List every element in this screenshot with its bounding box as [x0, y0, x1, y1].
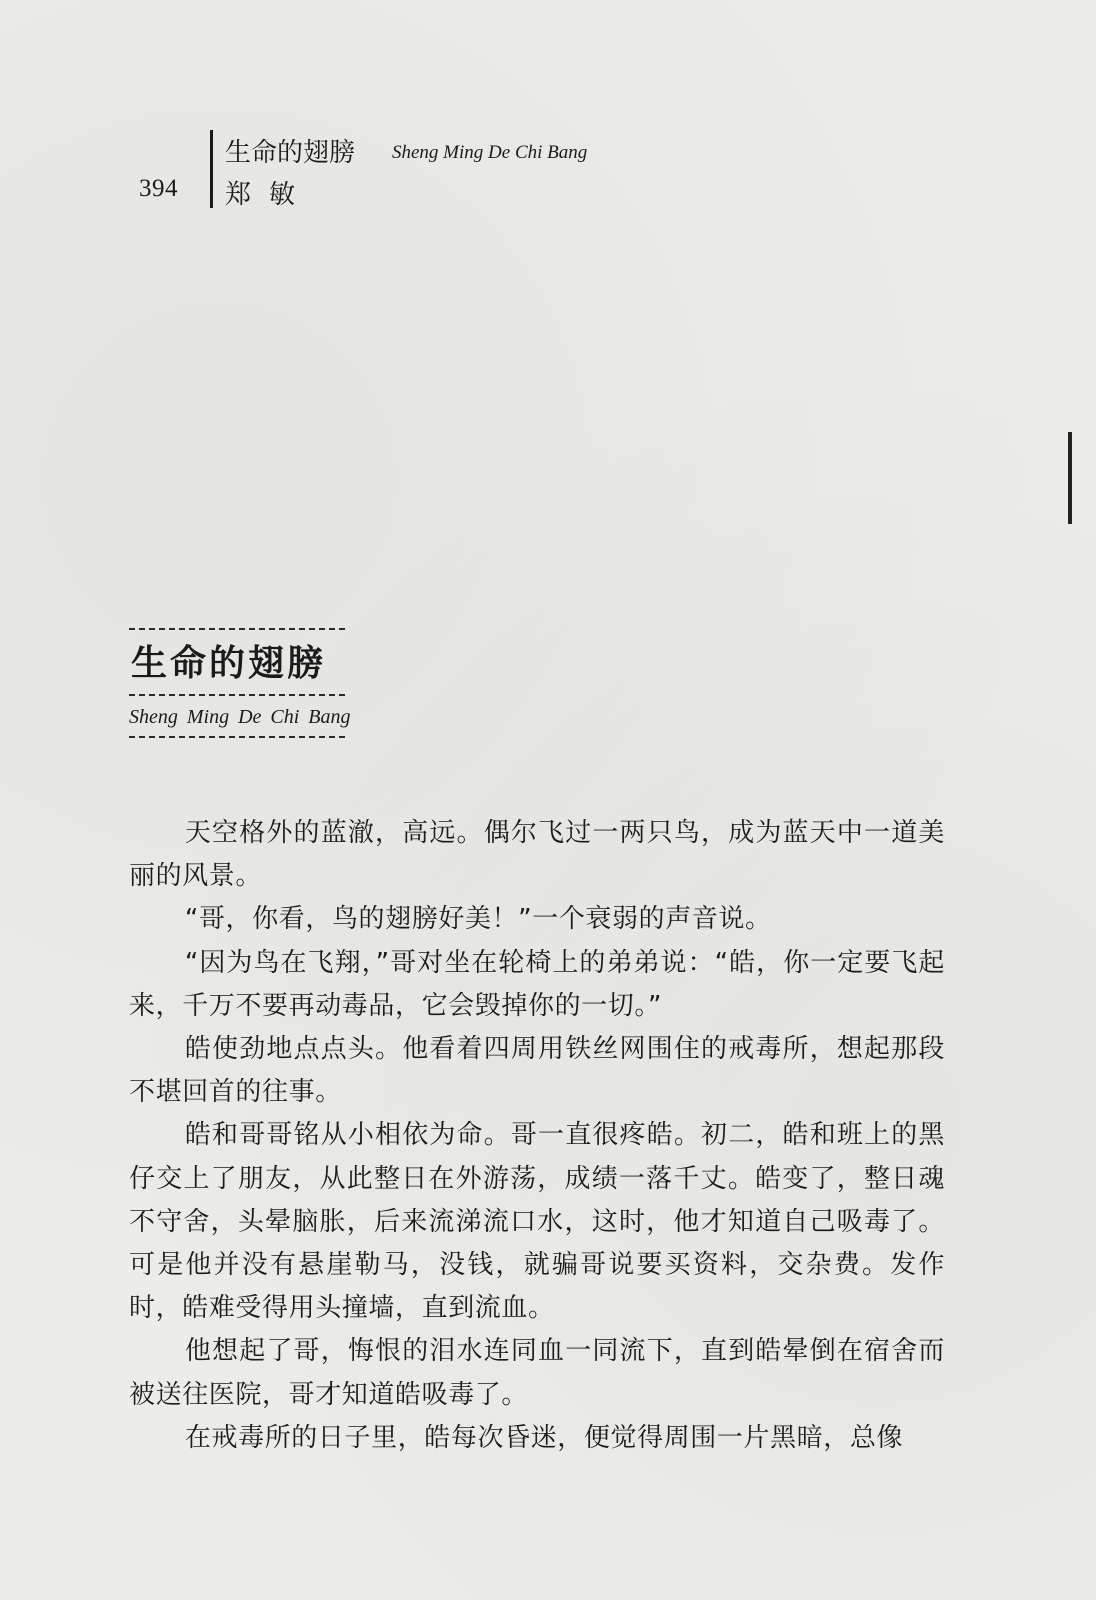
running-header-title: 生命的翅膀	[225, 138, 356, 168]
article-title: 生命的翅膀	[131, 642, 327, 684]
page-number: 394	[139, 175, 178, 202]
paragraph: 皓使劲地点点头。他看着四周用铁丝网围住的戒毒所，想起那段不堪回首的往事。	[129, 1034, 945, 1108]
scan-edge-mark	[1068, 432, 1072, 524]
paragraph: “因为鸟在飞翔，”哥对坐在轮椅上的弟弟说：“皓，你一定要飞起来，千万不要再动毒品，它会毁掉你的一切。”	[129, 947, 945, 1021]
running-header-author: 郑敏	[225, 180, 314, 210]
dashed-rule-middle	[129, 694, 345, 696]
dashed-rule-top	[129, 628, 345, 630]
running-header	[139, 128, 739, 210]
paragraph: 皓和哥哥铭从小相依为命。哥一直很疼皓。初二，皓和班上的黑仔交上了朋友，从此整日在外游荡，成绩一落千丈。皓变了，整日魂不守舍，头晕脑胀，后来流涕流口水，这时，他才知道自己吸毒了。可是他并没有悬崖勒马，没钱，就骗哥说要买资料，交杂费。发作时，皓难受得用头撞墙，直到流血。	[129, 1120, 945, 1324]
paragraph: 他想起了哥，悔恨的泪水连同血一同流下，直到皓晕倒在宿舍而被送往医院，哥才知道皓吸毒了。	[129, 1336, 945, 1410]
paragraph: 天空格外的蓝澈，高远。偶尔飞过一两只鸟，成为蓝天中一道美丽的风景。	[129, 818, 945, 892]
article-heading	[129, 628, 351, 738]
article-title-pinyin: Sheng Ming De Chi Bang	[129, 706, 351, 728]
article-body	[129, 812, 945, 1460]
paragraph: “哥，你看，鸟的翅膀好美！”一个衰弱的声音说。	[184, 904, 772, 935]
paragraph: 在戒毒所的日子里，皓每次昏迷，便觉得周围一片黑暗，总像	[184, 1422, 904, 1453]
dashed-rule-bottom	[129, 736, 345, 738]
running-header-pinyin: Sheng Ming De Chi Bang	[392, 142, 588, 163]
header-divider	[210, 130, 213, 208]
